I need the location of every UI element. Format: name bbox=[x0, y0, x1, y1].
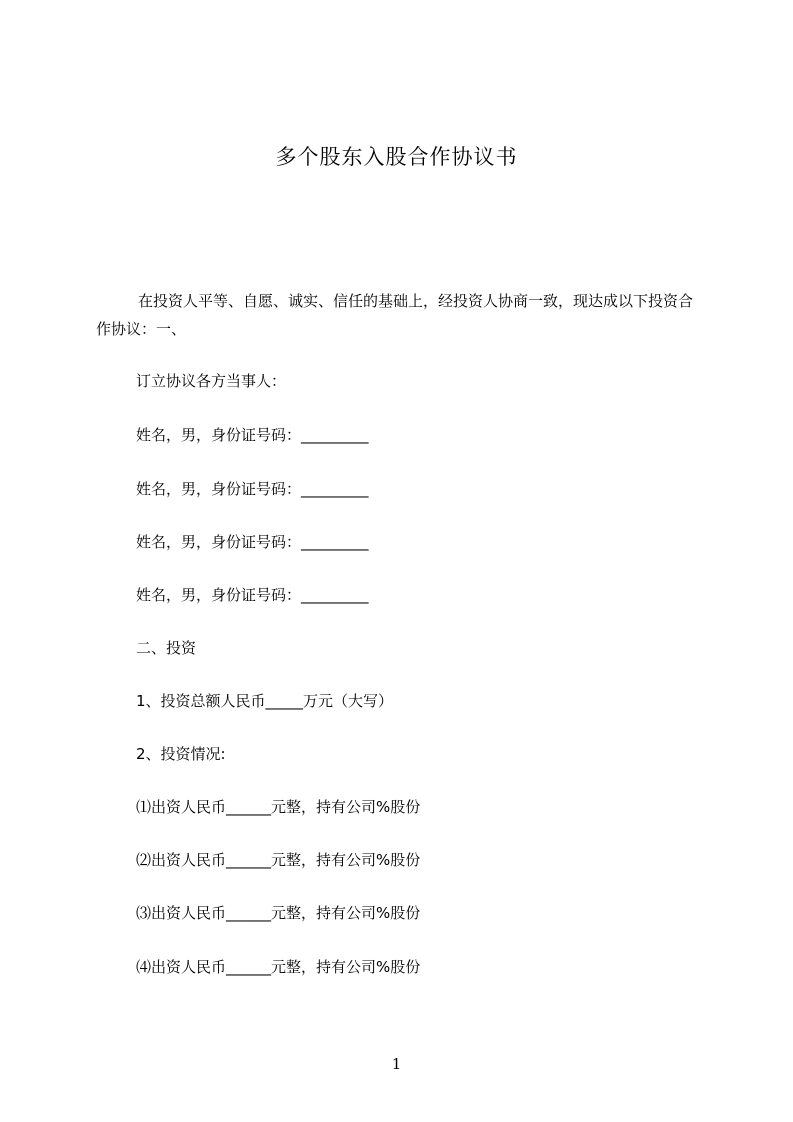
section-2-heading: 二、投资 bbox=[136, 639, 197, 657]
contribution-line-4: ⑷出资人民币______元整，持有公司%股份 bbox=[136, 958, 421, 976]
party-label: 姓名，男，身份证号码： bbox=[136, 533, 302, 551]
party-blank: _________ bbox=[301, 533, 369, 551]
party-line-1 bbox=[136, 424, 369, 446]
investment-details-heading: 2、投资情况: bbox=[136, 745, 226, 763]
intro-paragraph: 在投资人平等、自愿、诚实、信任的基础上，经投资人协商一致，现达成以下投资合作协议：一、 bbox=[96, 292, 694, 338]
party-label: 姓名，男，身份证号码： bbox=[136, 586, 302, 604]
party-line-3 bbox=[136, 531, 369, 553]
party-label: 姓名，男，身份证号码： bbox=[136, 426, 302, 444]
parties-heading: 订立协议各方当事人： bbox=[136, 372, 287, 390]
contribution-line-2: ⑵出资人民币______元整，持有公司%股份 bbox=[136, 851, 421, 869]
contribution-line-3: ⑶出资人民币______元整，持有公司%股份 bbox=[136, 904, 421, 922]
party-label: 姓名，男，身份证号码： bbox=[136, 480, 302, 498]
party-line-2 bbox=[136, 478, 369, 500]
document-title: 多个股东入股合作协议书 bbox=[275, 145, 518, 169]
contribution-line-1: ⑴出资人民币______元整，持有公司%股份 bbox=[136, 798, 421, 816]
party-blank: _________ bbox=[301, 426, 369, 444]
party-blank: _________ bbox=[301, 480, 369, 498]
total-investment-line: 1、投资总额人民币_____万元（大写） bbox=[136, 692, 394, 710]
page-number: 1 bbox=[391, 1055, 402, 1073]
party-blank: _________ bbox=[301, 586, 369, 604]
party-line-4 bbox=[136, 584, 369, 606]
